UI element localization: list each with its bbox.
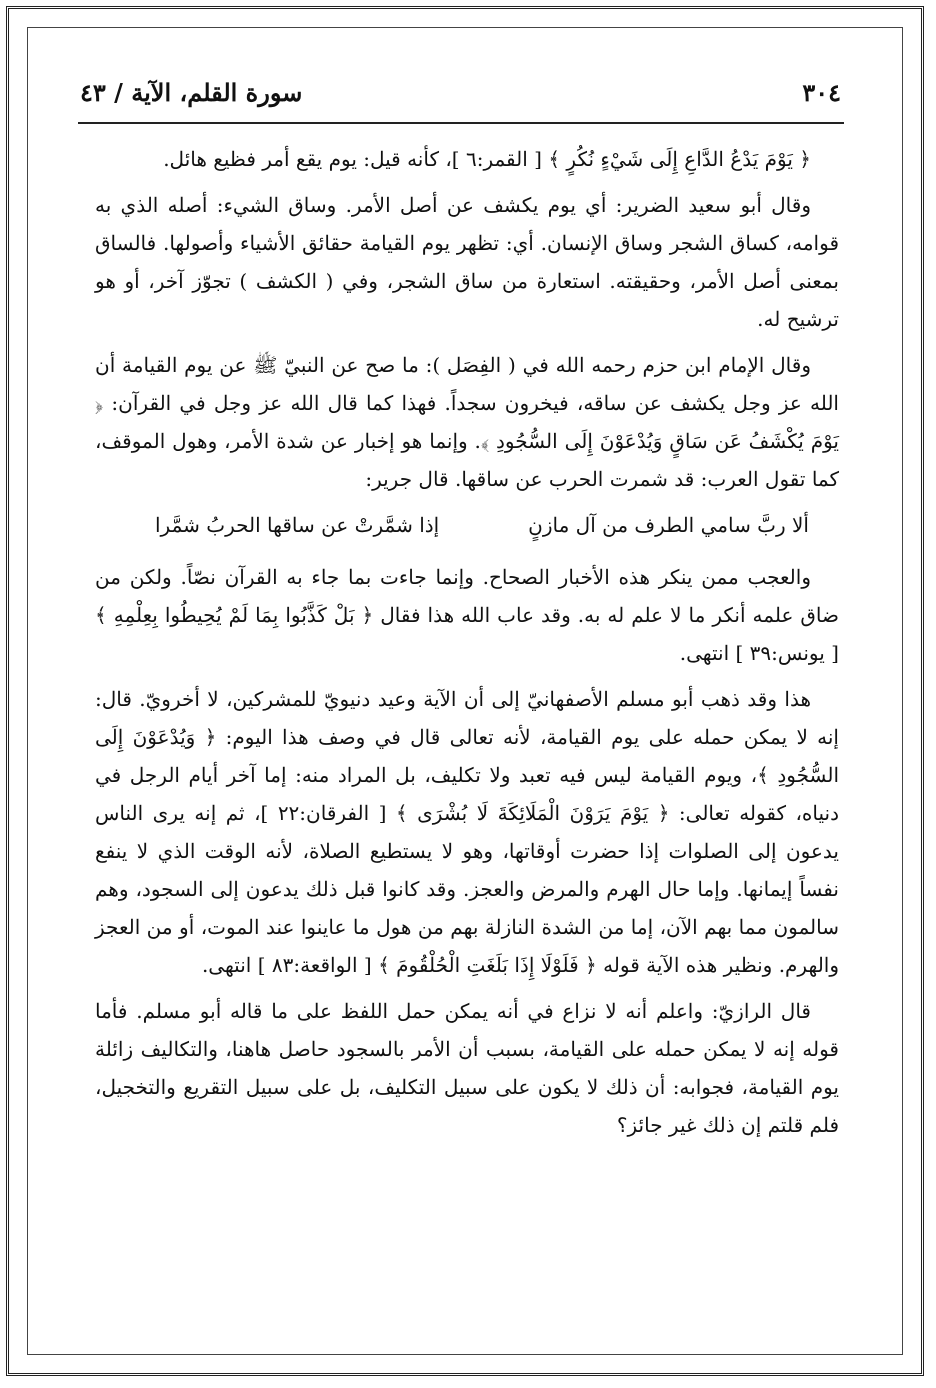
- paragraph-6: قال الرازيّ: واعلم أنه لا نزاع في أنه يمكن حمل اللفظ على ما قاله أبو مسلم. فأما قوله إنه لا يمكن حمله على القيامة، بسبب أن الأمر بالسجود حاصل هاهنا، والتكاليف زائلة يوم القيامة، فجوابه: أن ذلك لا يكون على سبيل التكليف، بل على سبيل التقريع والتخجيل، فلم قلتم إن ذلك غير جائز؟: [95, 999, 839, 1137]
- paragraph-5: هذا وقد ذهب أبو مسلم الأصفهانيّ إلى أن الآية وعيد دنيويّ للمشركين، لا أخرويّ. قال: إنه لا يمكن حمله على يوم القيامة، لأنه تعالى قال في وصف هذا اليوم: ﴿ وَيُدْعَوْنَ إِلَى السُّجُودِ ﴾، ويوم القيامة ليس فيه تعبد ولا تكليف، بل المراد منه: إما آخر أيام الرجل في دنياه، كقوله تعالى: ﴿ يَوْمَ يَرَوْنَ الْمَلَائِكَةَ لَا بُشْرَى ﴾ [ الفرقان:٢٢ ]، ثم إنه يرى الناس يدعون إلى الصلوات إذا حضرت أوقاتها، وهو لا يستطيع الصلاة، لأنه الوقت الذي لا ينفع نفساً إيمانها. وإما حال الهرم والمرض والعجز. وقد كانوا قبل ذلك يدعون إلى السجود، وهم سالمون مما بهم الآن، إما من الشدة النازلة بهم من هول ما عاينوا عند الموت، أو من العجز والهرم. ونظير هذه الآية قوله ﴿ فَلَوْلَا إِذَا بَلَغَتِ الْحُلْقُومَ ﴾ [ الواقعة:٨٣ ] انتهى.: [95, 687, 839, 977]
- running-title: سورة القلم، الآية / ٤٣: [80, 77, 303, 107]
- verse-first-hemistich: ألا ربَّ سامي الطرف من آل مازنٍ: [528, 513, 809, 537]
- poetry-verse: [155, 506, 809, 544]
- paragraph-3: وقال الإمام ابن حزم رحمه الله في ( الفِصَل ): ما صح عن النبيّ ﷺ عن يوم القيامة أن الله عز وجل يكشف عن ساقه، فيخرون سجداً. فهذا كما قال الله عز وجل في القرآن: ﴿ يَوْمَ يُكْشَفُ عَن سَاقٍ وَيُدْعَوْنَ إِلَى السُّجُودِ ﴾. وإنما هو إخبار عن شدة الأمر، وهول الموقف، كما تقول العرب: قد شمرت الحرب عن ساقها. قال جرير:: [95, 353, 839, 491]
- body-text: [95, 140, 839, 1152]
- paragraph-4: والعجب ممن ينكر هذه الأخبار الصحاح. وإنما جاءت بما جاء به القرآن نصّاً. ولكن من ضاق علمه أنكر ما لا علم له به. وقد عاب الله هذا فقال ﴿ بَلْ كَذَّبُوا بِمَا لَمْ يُحِيطُوا بِعِلْمِهِ ﴾ [ يونس:٣٩ ] انتهى.: [95, 565, 839, 665]
- paragraph-2: وقال أبو سعيد الضرير: أي يوم يكشف عن أصل الأمر. وساق الشيء: أصله الذي به قوامه، كساق الشجر وساق الإنسان. أي: تظهر يوم القيامة حقائق الأشياء وأصولها. فالساق بمعنى أصل الأمر، وحقيقته. استعارة من ساق الشجر، وفي ( الكشف ) تجوّز آخر، أو هو ترشيح له.: [95, 193, 839, 331]
- paragraph-1: ﴿ يَوْمَ يَدْعُ الدَّاعِ إِلَى شَيْءٍ نُكُرٍ ﴾ [ القمر:٦ ]، كأنه قيل: يوم يقع أمر فظيع هائل.: [163, 147, 811, 171]
- page-number: ٣٠٤: [802, 77, 841, 107]
- header-rule: [78, 122, 844, 124]
- page-header: [80, 72, 841, 112]
- verse-second-hemistich: إذا شمَّرتْ عن ساقها الحربُ شمَّرا: [155, 513, 440, 537]
